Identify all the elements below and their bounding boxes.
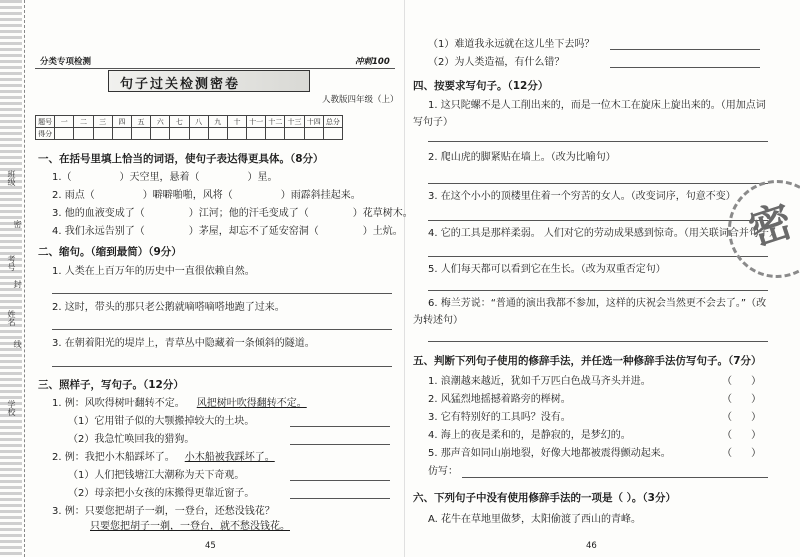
score-cell: 十一	[247, 116, 266, 128]
score-input[interactable]	[304, 128, 323, 140]
s1-item-3: 3. 他的血液变成了（ ）江河；他的汗毛变成了（ ）花草树木。	[52, 208, 413, 219]
score-cell: 九	[208, 116, 227, 128]
score-input[interactable]	[266, 128, 285, 140]
s4-item-6a: 6. 梅兰芳说：“普通的演出我都不参加，这样的庆祝会当然更不会去了。”（改	[428, 298, 767, 309]
score-input[interactable]	[189, 128, 208, 140]
header-rule	[35, 68, 395, 69]
answer-line[interactable]	[428, 183, 768, 184]
score-input[interactable]	[131, 128, 150, 140]
margin-label-school: 学校	[7, 400, 16, 416]
page-title: 句子过关检测密卷	[120, 77, 241, 92]
s4-item-2: 2. 爬山虎的脚紧贴在墙上。（改为比喻句）	[428, 152, 616, 163]
s4-item-4: 4. 它的工具是那样柔弱。 人们对它的劳动成果感到惊奇。（用关联词合并句子）	[428, 228, 779, 239]
margin-label-id: 考号	[7, 255, 16, 271]
top-item-2: （2）为人类造福，有什么错？	[428, 57, 565, 68]
answer-line[interactable]	[428, 290, 768, 291]
answer-line[interactable]	[428, 256, 768, 257]
edition-label: 人教版四年级（上）	[322, 95, 399, 105]
page-number-left: 45	[205, 541, 216, 551]
margin-label-class: 班级	[7, 170, 16, 186]
s5-imitate-label: 仿写：	[428, 466, 458, 477]
s1-item-1: 1.（ ）天空里，悬着（ ）星。	[52, 172, 278, 183]
answer-line[interactable]	[428, 220, 768, 221]
s5-answer-paren[interactable]: （ ）	[722, 412, 762, 423]
score-cell: 十	[227, 116, 246, 128]
score-table-score-row	[36, 128, 343, 140]
score-cell: 题号	[36, 116, 55, 128]
score-cell: 二	[74, 116, 93, 128]
answer-line[interactable]	[290, 444, 390, 445]
answer-line[interactable]	[290, 426, 390, 427]
score-cell: 六	[151, 116, 170, 128]
s5-item-1: 1. 浪潮越来越近，犹如千万匹白色战马齐头并进。	[428, 376, 651, 387]
score-input[interactable]	[112, 128, 131, 140]
margin-feng: 封	[13, 280, 22, 288]
score-input[interactable]	[323, 128, 342, 140]
score-cell: 八	[189, 116, 208, 128]
answer-line[interactable]	[428, 341, 768, 342]
answer-line[interactable]	[290, 480, 390, 481]
s3-example-2: 2. 例：我把小木船踩坏了。 小木船被我踩坏了。	[52, 452, 275, 463]
s4-item-5: 5. 人们每天都可以看到它在生长。（改为双重否定句）	[428, 264, 666, 275]
score-cell: 十二	[266, 116, 285, 128]
section-6-title: 六、下列句子中没有使用修辞手法的一项是（ ）。（3分）	[413, 492, 676, 504]
brand-label: 冲刺100	[355, 57, 390, 67]
s4-item-1a: 1. 这只陀螺不是人工削出来的，而是一位木工在旋床上旋出来的。（用加点词	[428, 100, 766, 111]
score-input[interactable]	[208, 128, 227, 140]
score-cell: 四	[112, 116, 131, 128]
s2-item-3: 3. 在朝着阳光的堤岸上，青草丛中隐藏着一条倾斜的隧道。	[52, 338, 315, 349]
s3-ex2-item-1: （1）人们把钱塘江大潮称为天下奇观。	[68, 470, 245, 481]
margin-mi: 密	[13, 220, 22, 228]
s1-item-2: 2. 雨点（ ）噼噼啪啪，风将（ ）雨霹斜挂起来。	[52, 190, 361, 201]
s3-ex2-item-2: （2）母亲把小女孩的床搬得更靠近窗子。	[68, 488, 255, 499]
answer-line[interactable]	[428, 141, 768, 142]
score-cell: 十三	[285, 116, 304, 128]
margin-xian: 线	[13, 340, 22, 348]
s3-ex1-item-1: （1）它用钳子似的大颚搬掉较大的土块。	[68, 416, 255, 427]
score-input[interactable]	[285, 128, 304, 140]
page-number-right: 46	[586, 541, 597, 551]
section-2-title: 二、缩句。（缩到最简）（9分）	[38, 246, 182, 258]
answer-line[interactable]	[52, 329, 392, 330]
s6-option-a[interactable]: A. 花牛在草地里做梦，太阳偷渡了西山的青峰。	[428, 514, 642, 525]
s4-item-6b: 为转述句）	[413, 315, 463, 326]
s3-example-1: 1. 例：风吹得树叶翻转不定。 风把树叶吹得翻转不定。	[52, 398, 307, 409]
section-4-title: 四、按要求写句子。（12分）	[413, 80, 549, 92]
answer-line[interactable]	[610, 67, 760, 68]
score-cell: 总分	[323, 116, 342, 128]
score-row-label: 得分	[36, 128, 55, 140]
s4-item-1b: 写句子）	[413, 117, 453, 128]
score-cell: 十四	[304, 116, 323, 128]
binding-strip	[0, 0, 22, 557]
answer-line[interactable]	[290, 498, 390, 499]
s4-item-3: 3. 在这个小小的顶楼里住着一个穷苦的女人。（改变词序，句意不变）	[428, 191, 736, 202]
s2-item-1: 1. 人类在上百万年的历史中一直很依赖自然。	[52, 266, 255, 277]
s5-item-5: 5. 那声音如同山崩地裂，好像大地都被震得颤动起来。	[428, 448, 671, 459]
score-cell: 三	[93, 116, 112, 128]
s5-answer-paren[interactable]: （ ）	[722, 430, 762, 441]
s5-answer-paren[interactable]: （ ）	[722, 394, 762, 405]
section-3-title: 三、照样子，写句子。（12分）	[38, 379, 184, 391]
secret-stamp	[728, 180, 800, 278]
s3-example-3-answer: 只要您把胡子一剃，一登台，就不愁没钱花。	[90, 521, 290, 532]
score-input[interactable]	[151, 128, 170, 140]
score-input[interactable]	[74, 128, 93, 140]
s1-item-4: 4. 我们永远告别了（ ）茅屋，却忘不了延安窑洞（ ）土炕。	[52, 226, 403, 237]
section-5-title: 五、判断下列句子使用的修辞手法，并任选一种修辞手法仿写句子。（7分）	[413, 355, 762, 367]
s2-item-2: 2. 这时，带头的那只老公鹅就嘀嗒嘀嗒地跑了过来。	[52, 302, 285, 313]
margin-label-name: 姓名	[7, 310, 16, 326]
score-table	[35, 115, 343, 140]
series-label: 分类专项检测	[40, 57, 92, 67]
score-input[interactable]	[247, 128, 266, 140]
section-1-title: 一、在括号里填上恰当的词语，使句子表达得更具体。（8分）	[38, 153, 324, 165]
stamp-char: 密	[743, 195, 799, 256]
score-cell: 五	[131, 116, 150, 128]
s3-ex1-item-2: （2）我急忙唤回我的猎狗。	[68, 434, 195, 445]
score-table-header-row	[36, 116, 343, 128]
score-input[interactable]	[93, 128, 112, 140]
score-cell: 七	[170, 116, 189, 128]
answer-line[interactable]	[610, 49, 760, 50]
answer-line[interactable]	[52, 293, 392, 294]
s5-answer-paren[interactable]: （ ）	[722, 376, 762, 387]
answer-line[interactable]	[52, 366, 392, 367]
top-item-1: （1）难道我永远就在这儿坐下去吗？	[428, 39, 595, 50]
binding-cut-line	[24, 0, 25, 557]
s5-item-2: 2. 风猛烈地摇撼着路旁的榉树。	[428, 394, 571, 405]
score-input[interactable]	[227, 128, 246, 140]
answer-line[interactable]	[462, 477, 768, 478]
score-cell: 一	[55, 116, 74, 128]
s5-item-3: 3. 它有特别好的工具吗？没有。	[428, 412, 571, 423]
s5-item-4: 4. 海上的夜是柔和的，是静寂的，是梦幻的。	[428, 430, 631, 441]
score-input[interactable]	[170, 128, 189, 140]
page-divider	[404, 0, 405, 557]
score-input[interactable]	[55, 128, 74, 140]
s3-example-3: 3. 例：只要您把胡子一剃，一登台，还愁没钱花？	[52, 506, 275, 517]
s5-answer-paren[interactable]: （ ）	[722, 448, 762, 459]
